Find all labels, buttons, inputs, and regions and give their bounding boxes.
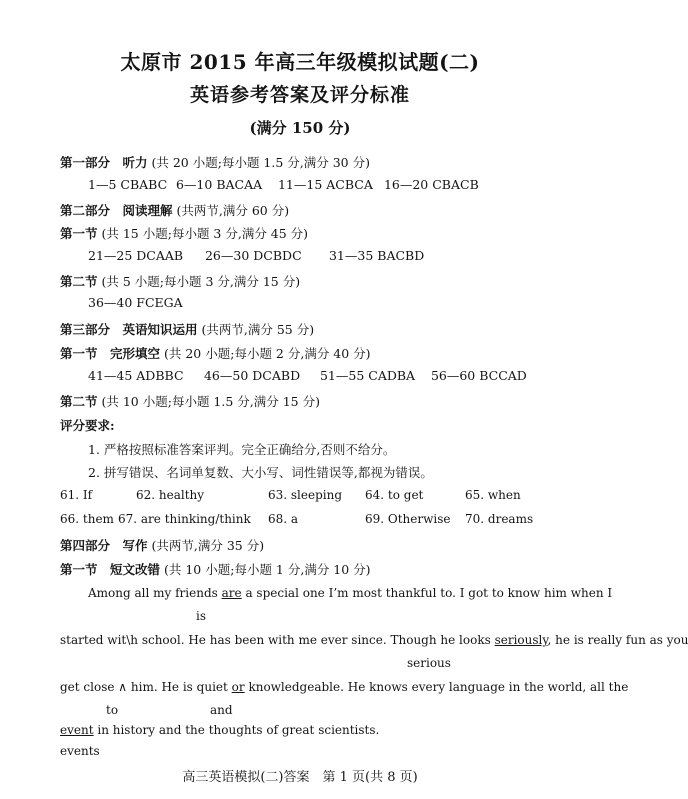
part4-desc: (共两节,满分 35 分) — [151, 538, 265, 553]
answer-group: 26—30 DCBDC — [204, 248, 302, 263]
essay-text: knowledgeable. He knows every language in the world, all the — [244, 680, 629, 694]
part3-desc: (共两节,满分 55 分) — [201, 322, 315, 337]
fill-answer: 64. to get — [365, 488, 424, 502]
page-footer: 高三英语模拟(二)答案 第 1 页(共 8 页) — [182, 770, 418, 785]
essay-text: , he is really fun as you — [547, 633, 688, 647]
answer-group: 36—40 FCEGA — [88, 295, 183, 310]
answer-group: 51—55 CADBA — [319, 368, 416, 383]
fill-answer: 69. Otherwise — [365, 512, 451, 526]
answer-group: 46—50 DCABD — [203, 368, 301, 383]
part1-heading-line — [60, 153, 370, 171]
answer-group: 41—45 ADBBC — [88, 368, 184, 383]
part4-sec1-heading-line — [60, 560, 371, 578]
part2-sec2-desc: (共 5 小题;每小题 3 分,满分 15 分) — [101, 274, 301, 289]
part2-heading-line — [60, 201, 289, 219]
part2-heading: 第二部分 阅读理解 — [60, 203, 173, 218]
correction-word: events — [60, 744, 100, 758]
answer-group: 56—60 BCCAD — [430, 368, 527, 383]
criteria-item: 2. 拼写错误、名词单复数、大小写、词性错误等,都视为错误。 — [88, 465, 433, 480]
essay-text: Among all my friends — [88, 586, 222, 600]
part2-sec1-heading-line — [60, 224, 308, 242]
part4-heading-line — [60, 536, 264, 554]
part1-answers — [88, 177, 479, 192]
answer-group: 16—20 CBACB — [383, 177, 479, 192]
essay-text: started wi — [60, 633, 122, 647]
part2-sec2-answers — [88, 295, 183, 310]
fill-answer: 70. dreams — [465, 512, 534, 526]
part1-heading: 第一部分 听力 — [60, 155, 148, 170]
error-word: event — [60, 723, 94, 737]
part3-sec2-heading-line — [60, 392, 320, 410]
part3-sec2-desc: (共 10 小题;每小题 1.5 分,满分 15 分) — [101, 394, 320, 409]
part3-sec1-answers — [88, 368, 527, 383]
answer-group: 31—35 BACBD — [328, 248, 425, 263]
criteria-item: 1. 严格按照标准答案评判。完全正确给分,否则不给分。 — [88, 442, 396, 457]
fill-answer: 65. when — [465, 488, 521, 502]
error-word: are — [221, 586, 242, 600]
part4-sec1-heading: 第一节 短文改错 — [60, 562, 161, 577]
fill-answer: 63. sleeping — [268, 488, 343, 502]
full-score: (满分 150 分) — [249, 119, 351, 137]
part3-sec1-desc: (共 20 小题;每小题 2 分,满分 40 分) — [164, 346, 371, 361]
page-subtitle: 英语参考答案及评分标准 — [189, 84, 410, 106]
part4-heading: 第四部分 写作 — [60, 538, 148, 553]
fill-answer: 68. a — [268, 512, 299, 526]
criteria-title: 评分要求: — [60, 418, 115, 433]
delete-mark: t\h — [121, 633, 138, 647]
error-word: seriously — [494, 633, 548, 647]
correction-word: serious — [407, 656, 451, 670]
essay-text: in history and the thoughts of great scientists. — [93, 723, 380, 737]
part2-sec1-answers — [88, 248, 424, 263]
essay-line-1 — [88, 586, 612, 600]
part3-sec1-heading: 第一节 完形填空 — [60, 346, 161, 361]
part3-heading: 第三部分 英语知识运用 — [60, 322, 198, 337]
part2-desc: (共两节,满分 60 分) — [176, 203, 290, 218]
fill-answer: 66. them — [60, 512, 114, 526]
correction-word: is — [196, 609, 206, 623]
essay-line-4 — [60, 723, 379, 737]
part3-sec1-heading-line — [60, 344, 371, 362]
part2-sec2-heading: 第二节 — [60, 274, 98, 289]
correction-word: to — [106, 703, 119, 717]
insert-caret-icon: ∧ — [118, 680, 128, 694]
part1-desc: (共 20 小题;每小题 1.5 分,满分 30 分) — [151, 155, 370, 170]
essay-text: him. He is quiet — [127, 680, 232, 694]
page-title: 太原市 2015 年高三年级模拟试题(二) — [120, 50, 480, 74]
part4-sec1-desc: (共 10 小题;每小题 1 分,满分 10 分) — [164, 562, 371, 577]
answer-group: 6—10 BACAA — [175, 177, 263, 192]
fill-answer: 61. If — [60, 488, 93, 502]
answer-group: 1—5 CBABC — [88, 177, 168, 192]
answer-group: 21—25 DCAAB — [88, 248, 184, 263]
essay-text: a special one I’m most thankful to. I got to know him when I — [241, 586, 613, 600]
error-word: or — [231, 680, 245, 694]
part2-sec1-desc: (共 15 小题;每小题 3 分,满分 45 分) — [101, 226, 309, 241]
part3-sec2-heading: 第二节 — [60, 394, 98, 409]
fill-answer: 67. are thinking/think — [118, 512, 251, 526]
essay-text: get close — [60, 680, 119, 694]
fill-answer: 62. healthy — [136, 488, 205, 502]
answer-group: 11—15 ACBCA — [277, 177, 373, 192]
essay-line-3 — [60, 680, 628, 694]
essay-text: school. He has been with me ever since. Though he looks — [138, 633, 495, 647]
part2-sec1-heading: 第一节 — [60, 226, 98, 241]
part3-heading-line — [60, 320, 314, 338]
part2-sec2-heading-line — [60, 272, 300, 290]
correction-word: and — [210, 703, 233, 717]
essay-line-2 — [60, 633, 688, 647]
